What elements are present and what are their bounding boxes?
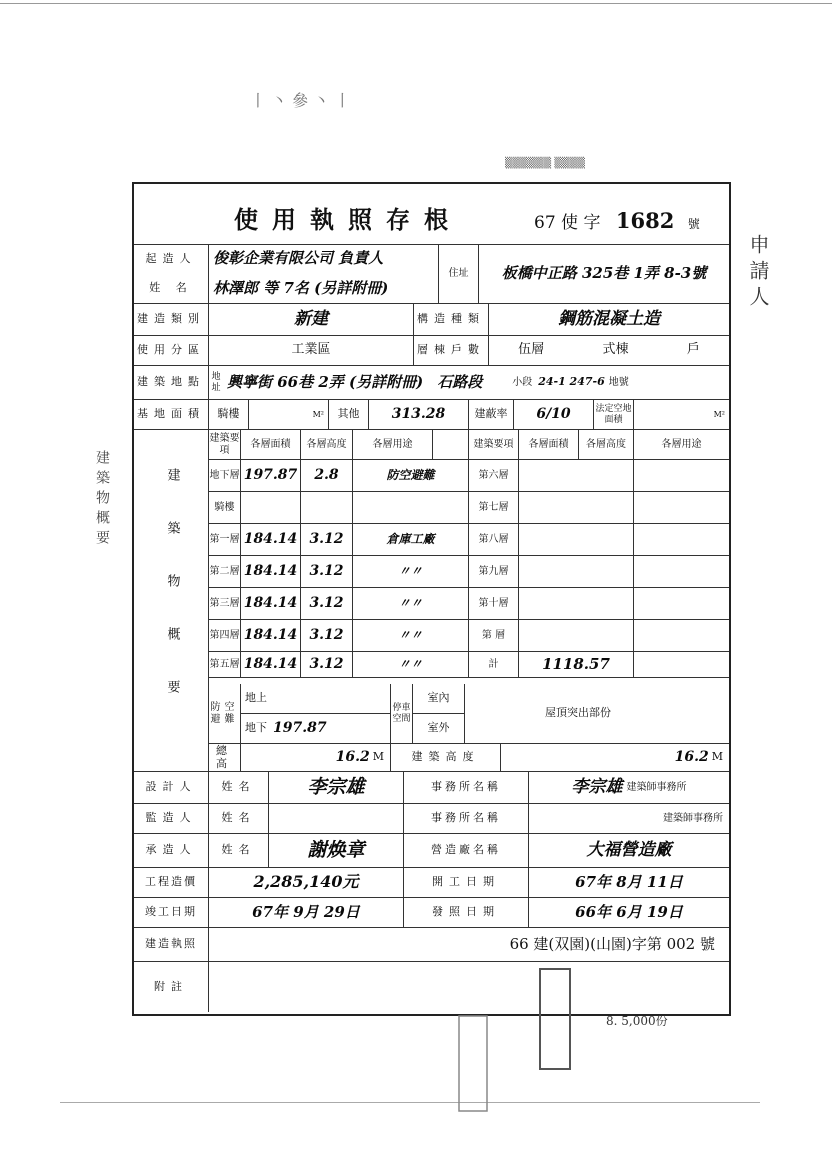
shelter-below-row <box>241 714 391 744</box>
left-margin-stamp: 建築物概要 <box>94 450 110 550</box>
scan-edge-bottom <box>60 1102 760 1103</box>
supervisor-office-label: 事務所名稱 <box>404 804 529 834</box>
floor-name-right-0: 第六層 <box>469 460 519 492</box>
location-lot-value: 24-1 247-6 <box>538 375 605 389</box>
coverage-value: 6/10 <box>514 400 594 430</box>
completion-value: 67年 9月 29日 <box>209 898 404 928</box>
legal-area-unit: M² <box>713 409 725 419</box>
floor-use-right-5 <box>634 620 729 652</box>
designer-office-label: 事務所名稱 <box>404 772 529 804</box>
buildings-count: 式棟 <box>602 342 629 358</box>
cost-label: 工程造價 <box>134 868 209 898</box>
floor-use-2: 倉庫工廠 <box>353 524 469 556</box>
cost-value: 2,285,140元 <box>209 868 404 898</box>
usage-license-form <box>132 182 731 1016</box>
other-area-label: 其他 <box>329 400 369 430</box>
floor-name-right-4: 第十層 <box>469 588 519 620</box>
notes-label: 附註 <box>134 962 209 1012</box>
roof-protrusion-label: 屋頂突出部份 <box>545 706 611 720</box>
floor-area-2: 184.14 <box>241 524 301 556</box>
location-value-row <box>209 366 729 400</box>
floor-use-right-6 <box>634 652 729 678</box>
contractor-name-value: 謝焕章 <box>269 834 404 868</box>
parking-label: 停車空間 <box>391 684 413 744</box>
roof-protrusion-row <box>465 684 729 744</box>
address-label: 住址 <box>439 244 479 304</box>
total-height-value: 16.2 <box>335 749 370 766</box>
floor-name-1: 騎樓 <box>209 492 241 524</box>
floor-use-1 <box>353 492 469 524</box>
floor-area-5: 184.14 <box>241 620 301 652</box>
contractor-name-label: 姓名 <box>209 834 269 868</box>
floors-count: 伍層 <box>518 342 545 358</box>
floor-height-2: 3.12 <box>301 524 353 556</box>
issue-date-value: 66年 6月 19日 <box>529 898 729 928</box>
builder-names: 林澤郎 等 7名 (另詳附冊) <box>209 274 439 304</box>
issue-date-label: 發照日期 <box>404 898 529 928</box>
shelter-label: 防空避難 <box>209 684 241 744</box>
legal-open-space-label: 法定空地面積 <box>594 400 634 430</box>
faded-top-mark: ⼁ ⼂ 參 ⼂ ⼁ <box>250 91 351 110</box>
builder-role-label: 起造人 <box>134 244 209 274</box>
structure-value: 鋼筋混凝土造 <box>489 304 729 336</box>
building-type-label: 建造類別 <box>134 304 209 336</box>
floor-height-5: 3.12 <box>301 620 353 652</box>
floor-area-right-4 <box>519 588 634 620</box>
floor-area-right-1 <box>519 492 634 524</box>
legal-open-space-value <box>634 400 729 430</box>
floor-use-right-4 <box>634 588 729 620</box>
form-title: 使用執照存根 <box>234 205 462 234</box>
floor-area-right-5 <box>519 620 634 652</box>
building-type-value: 新建 <box>209 304 414 336</box>
arcade-area-label: 騎樓 <box>209 400 249 430</box>
total-height-row <box>241 744 391 772</box>
floors-header-left-2: 各層高度 <box>301 430 353 460</box>
contractor-label: 承造人 <box>134 834 209 868</box>
date-stamp-frame <box>459 1016 487 1111</box>
floor-name-right-3: 第九層 <box>469 556 519 588</box>
permit-number-line <box>534 208 700 233</box>
floor-name-right-2: 第八層 <box>469 524 519 556</box>
building-height-unit: M <box>711 750 723 764</box>
start-date-label: 開工日期 <box>404 868 529 898</box>
scan-edge-top <box>0 3 832 4</box>
builder-address: 板橋中正路 325巷 1弄 8-3號 <box>479 244 729 304</box>
floor-use-right-3 <box>634 556 729 588</box>
floor-use-4: 〃〃 <box>353 588 469 620</box>
floor-name-2: 第一層 <box>209 524 241 556</box>
floor-area-right-2 <box>519 524 634 556</box>
floor-name-5: 第四層 <box>209 620 241 652</box>
floor-use-5: 〃〃 <box>353 620 469 652</box>
construction-license-value: 66 建(双園)(山園)字第 002 號 <box>209 928 729 962</box>
location-address: 興寧街 66巷 2弄 (另詳附冊) <box>227 372 424 391</box>
floor-name-3: 第二層 <box>209 556 241 588</box>
floor-area-right-6: 1118.57 <box>519 652 634 678</box>
designer-office-value: 李宗雄 <box>571 776 623 797</box>
seal-stamp <box>530 965 620 1085</box>
designer-office-suffix: 建築師事務所 <box>626 781 687 793</box>
site-area-label: 基地面積 <box>134 400 209 430</box>
floor-name-right-5: 第 層 <box>469 620 519 652</box>
building-height-label: 建築高度 <box>391 744 501 772</box>
top-right-stamp: 申請人 <box>746 234 770 312</box>
floor-use-0: 防空避難 <box>353 460 469 492</box>
builder-company: 俊彰企業有限公司 負責人 <box>209 244 439 274</box>
floors-header-right-1: 各層面積 <box>519 430 579 460</box>
location-lot-label: 小段 <box>512 376 533 388</box>
floor-use-6: 〃〃 <box>353 652 469 678</box>
parking-outdoor-label: 室外 <box>413 714 465 744</box>
designer-name-label: 姓名 <box>209 772 269 804</box>
floor-height-0: 2.8 <box>301 460 353 492</box>
location-prefix: 地址 <box>211 372 221 393</box>
date-stamp <box>455 1012 495 1122</box>
floor-name-right-6: 計 <box>469 652 519 678</box>
start-date-value: 67年 8月 11日 <box>529 868 729 898</box>
print-run-stamp: 8. 5,000份 <box>606 1014 668 1028</box>
building-height-value: 16.2 <box>674 749 709 766</box>
floor-area-4: 184.14 <box>241 588 301 620</box>
floor-height-4: 3.12 <box>301 588 353 620</box>
floor-name-right-1: 第七層 <box>469 492 519 524</box>
supervisor-name-value <box>269 804 404 834</box>
designer-name-value: 李宗雄 <box>269 772 404 804</box>
floor-height-1 <box>301 492 353 524</box>
permit-number: 1682 <box>615 208 675 233</box>
contractor-firm-label: 營造廠名稱 <box>404 834 529 868</box>
form-header <box>134 184 729 245</box>
floor-height-3: 3.12 <box>301 556 353 588</box>
floor-use-right-0 <box>634 460 729 492</box>
supervisor-office-suffix: 建築師事務所 <box>529 804 729 834</box>
shelter-above-label: 地上 <box>245 691 267 705</box>
construction-license-label: 建造執照 <box>134 928 209 962</box>
location-label: 建築地點 <box>134 366 209 400</box>
shelter-below-value: 197.87 <box>273 720 327 737</box>
parking-indoor-label: 室內 <box>413 684 465 714</box>
floor-area-3: 184.14 <box>241 556 301 588</box>
floor-height-6: 3.12 <box>301 652 353 678</box>
designer-office-row <box>529 772 729 804</box>
floor-area-right-3 <box>519 556 634 588</box>
floors-header-right-3: 各層用途 <box>634 430 729 460</box>
contractor-firm-value: 大福營造廠 <box>529 834 729 868</box>
floor-use-3: 〃〃 <box>353 556 469 588</box>
seal-stamp-frame <box>540 969 570 1069</box>
floors-header-left-1: 各層面積 <box>241 430 301 460</box>
floor-name-0: 地下層 <box>209 460 241 492</box>
arcade-area-value <box>249 400 329 430</box>
designer-label: 設計人 <box>134 772 209 804</box>
location-lot-suffix: 地號 <box>608 376 629 388</box>
floors-header-gap <box>433 430 469 460</box>
completion-label: 竣工日期 <box>134 898 209 928</box>
permit-suffix: 號 <box>687 217 700 231</box>
arcade-area-unit: M² <box>312 409 324 419</box>
total-height-unit: M <box>372 750 384 764</box>
floor-use-right-2 <box>634 524 729 556</box>
floors-header-right-0: 建築要項 <box>469 430 519 460</box>
building-height-row <box>501 744 729 772</box>
zoning-value: 工業區 <box>209 336 414 366</box>
coverage-label: 建蔽率 <box>469 400 514 430</box>
floor-area-6: 184.14 <box>241 652 301 678</box>
total-height-label: 總高 <box>209 744 241 772</box>
zoning-label: 使用分區 <box>134 336 209 366</box>
floor-name-4: 第三層 <box>209 588 241 620</box>
builder-name-label: 姓 名 <box>134 274 209 304</box>
faded-top-right-mark: ▒▒▒▒▒▒ ▒▒▒▒ <box>505 158 586 169</box>
supervisor-name-label: 姓名 <box>209 804 269 834</box>
location-section: 石路段 <box>437 372 483 391</box>
shelter-below-label: 地下 <box>245 721 267 735</box>
floors-header-left-0: 建築要項 <box>209 430 241 460</box>
building-summary-label: 建築物概要 <box>134 430 209 772</box>
households-count: 戶 <box>686 342 700 358</box>
notes-value <box>209 962 729 1012</box>
other-area-value: 313.28 <box>369 400 469 430</box>
floors-header-right-2: 各層高度 <box>579 430 634 460</box>
floor-area-right-0 <box>519 460 634 492</box>
permit-prefix: 67 使 字 <box>534 213 601 233</box>
floors-households-value <box>489 336 729 366</box>
floor-area-1 <box>241 492 301 524</box>
floors-households-label: 層棟戶數 <box>414 336 489 366</box>
floor-use-right-1 <box>634 492 729 524</box>
structure-label: 構造種類 <box>414 304 489 336</box>
floor-area-0: 197.87 <box>241 460 301 492</box>
shelter-above-row <box>241 684 391 714</box>
floor-name-6: 第五層 <box>209 652 241 678</box>
floors-header-left-3: 各層用途 <box>353 430 433 460</box>
supervisor-label: 監造人 <box>134 804 209 834</box>
